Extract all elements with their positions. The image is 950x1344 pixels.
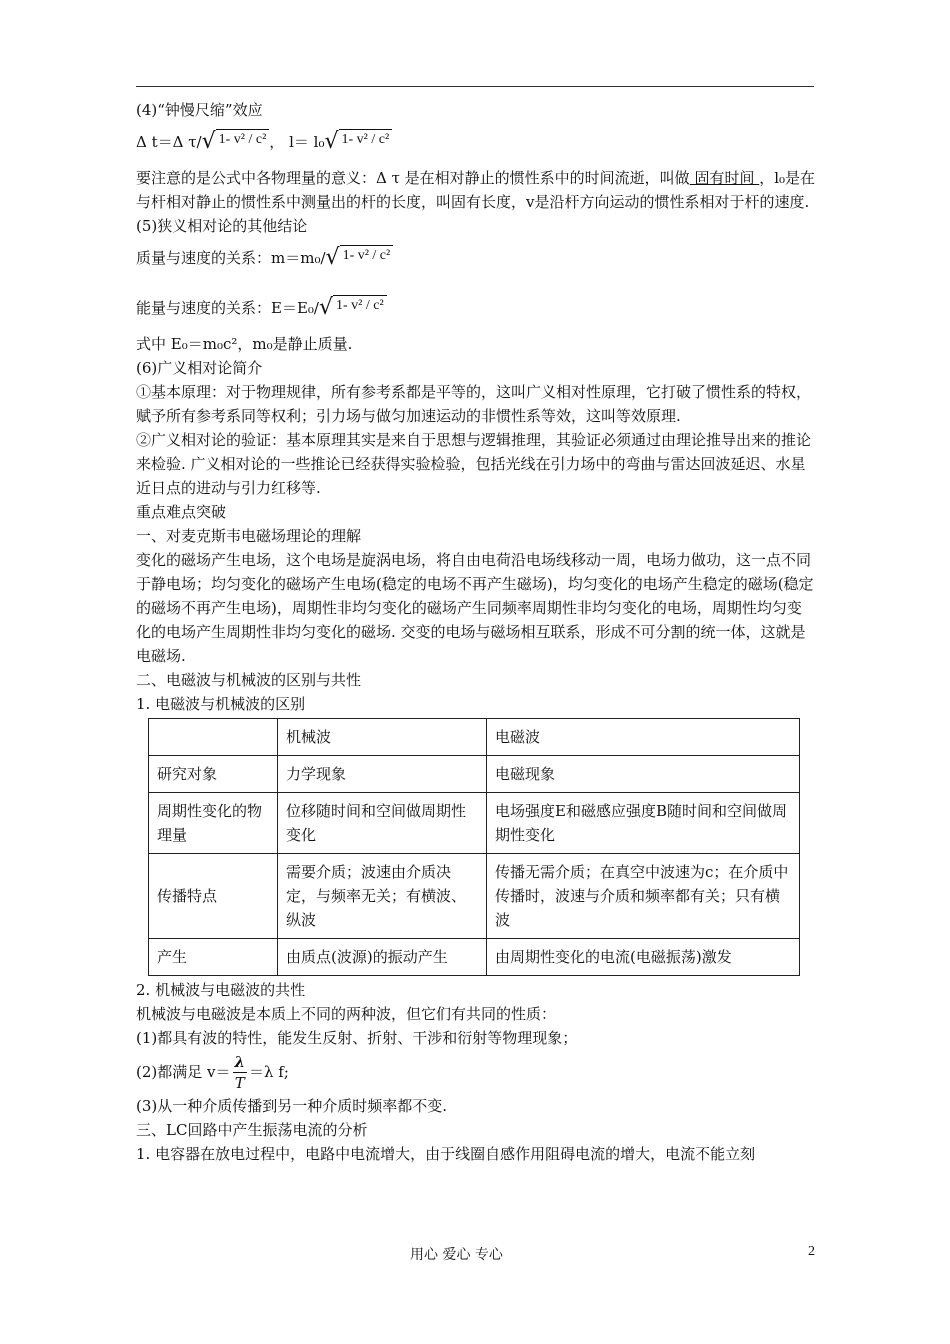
formula-lhs: m＝m₀/ [271, 249, 326, 267]
heading-commonality: 2. 机械波与电磁波的共性 [136, 981, 306, 999]
radicand: 1- v² / c² [216, 129, 270, 155]
page-body [136, 98, 816, 1166]
fraction [233, 1052, 248, 1093]
table-row [149, 854, 800, 939]
formula-label: 质量与速度的关系： [136, 249, 272, 267]
maxwell-paragraph: 变化的磁场产生电场，这个电场是旋涡电场，将自由电荷沿电场线移动一周，电场力做功，这一点不同于静电场；均匀变化的磁场产生电场(稳定的电场不再产生磁场)，均匀变化的电场产生稳定的磁场(稳定的磁场不再产生电场)，周期性非均匀变化的磁场产生同频率周期性非均匀变化的电场，周期性均匀变化的电场产生周期性非均匀变化的磁场. 交变的电场与磁场相互联系，形成不可分割的统一体，这就是电磁场. [136, 551, 814, 665]
table-cell: 传播无需介质；在真空中波速为c；在介质中传播时，波速与介质和频率都有关；只有横波 [487, 854, 800, 939]
radicand: 1- v² / c² [333, 295, 387, 321]
common-item-1: (1)都具有波的特性，能发生反射、折射、干涉和衍射等物理现象； [136, 1029, 578, 1047]
table-cell: 由周期性变化的电流(电磁振荡)激发 [487, 939, 800, 976]
table-row [149, 756, 800, 793]
table-cell: 机械波 [278, 719, 487, 756]
lc-paragraph: 1. 电容器在放电过程中，电路中电流增大，由于线圈自感作用阻碍电流的增大，电流不能立刻 [136, 1145, 756, 1163]
table-cell: 产生 [149, 939, 278, 976]
formula-pre: (2)都满足 v＝ [136, 1063, 231, 1081]
heading-lc: 三、LC回路中产生振荡电流的分析 [136, 1121, 368, 1139]
time-dilation-formula [136, 122, 816, 162]
mass-velocity-formula [136, 238, 816, 278]
heading-waves: 二、电磁波与机械波的区别与共性 [136, 671, 362, 689]
fraction-numerator: λ [234, 1052, 246, 1071]
common-item-2 [136, 1050, 816, 1094]
section-6-title: (6)广义相对论简介 [136, 359, 263, 377]
formula-label: 能量与速度的关系： [136, 299, 272, 317]
formula-post: ＝λ f; [249, 1063, 289, 1081]
table-cell: 电场强度E和磁感应强度B随时间和空间做周期性变化 [487, 793, 800, 854]
table-cell: 传播特点 [149, 854, 278, 939]
rest-mass-note: 式中 E₀＝m₀c²，m₀是静止质量. [136, 335, 353, 353]
footer-motto: 用心 爱心 专心 [410, 1247, 503, 1263]
commonality-intro: 机械波与电磁波是本质上不同的两种波，但它们有共同的性质： [136, 1005, 557, 1023]
formula-lhs: E＝E₀/ [271, 299, 319, 317]
table-header-row [149, 719, 800, 756]
meaning-text-b: ，l₀是在与杆相对静止的惯性系中测量出的杆的长度，叫固有长度，v是沿杆方向运动的惯性系相对于杆的速度. [136, 169, 816, 211]
principle-paragraph: ①基本原理：对于物理规律，所有参考系都是平等的，这叫广义相对性原理，它打破了惯性系的特权，赋予所有参考系同等权利；引力场与做匀加速运动的非惯性系等效，这叫等效原理. [136, 383, 812, 425]
table-cell: 研究对象 [149, 756, 278, 793]
sqrt: √ 1- v² / c² [202, 129, 270, 155]
meaning-text-a: 要注意的是公式中各物理量的意义：Δ τ 是在相对静止的惯性系中的时间流逝，叫做 [136, 169, 690, 187]
table-cell: 电磁波 [487, 719, 800, 756]
page-number: 2 [808, 1244, 815, 1259]
common-item-3: (3)从一种介质传播到另一种介质时频率都不变. [136, 1097, 448, 1115]
sqrt: √ 1- v² / c² [326, 245, 394, 271]
table-cell: 电磁现象 [487, 756, 800, 793]
table-row [149, 793, 800, 854]
sqrt-2: √ 1- v² / c² [324, 129, 392, 155]
formula-lhs-2: l＝ l₀ [289, 133, 325, 151]
heading-maxwell: 一、对麦克斯韦电磁场理论的理解 [136, 527, 362, 545]
table-row [149, 939, 800, 976]
formula-sep: ， [269, 133, 285, 151]
table-cell: 位移随时间和空间做周期性变化 [278, 793, 487, 854]
sqrt: √ 1- v² / c² [319, 295, 387, 321]
radicand: 1- v² / c² [340, 245, 394, 271]
energy-velocity-formula [136, 288, 816, 328]
key-points-title: 重点难点突破 [136, 503, 227, 521]
section-4-title: (4)“钟慢尺缩”效应 [136, 101, 263, 119]
heading-differences: 1. 电磁波与机械波的区别 [136, 695, 306, 713]
table-cell [149, 719, 278, 756]
verification-paragraph: ②广义相对论的验证：基本原理其实是来自于思想与逻辑推理，其验证必须通过由理论推导出来的推论来检验. 广义相对论的一些推论已经获得实验检验，包括光线在引力场中的弯曲与雷达回波延迟、水星近日点的进动与引力红移等. [136, 431, 812, 497]
table-cell: 需要介质；波速由介质决定，与频率无关；有横波、纵波 [278, 854, 487, 939]
table-cell: 力学现象 [278, 756, 487, 793]
header-rule [136, 86, 814, 87]
comparison-table [148, 718, 800, 976]
table-cell: 由质点(波源)的振动产生 [278, 939, 487, 976]
formula-lhs: Δ t＝Δ τ/ [136, 133, 202, 151]
fraction-denominator: T [234, 1073, 245, 1092]
table-cell: 周期性变化的物理量 [149, 793, 278, 854]
proper-time-term: 固有时间 [689, 169, 760, 187]
section-5-title: (5)狭义相对论的其他结论 [136, 217, 308, 235]
meaning-paragraph [136, 166, 816, 214]
radicand-2: 1- v² / c² [339, 129, 393, 155]
